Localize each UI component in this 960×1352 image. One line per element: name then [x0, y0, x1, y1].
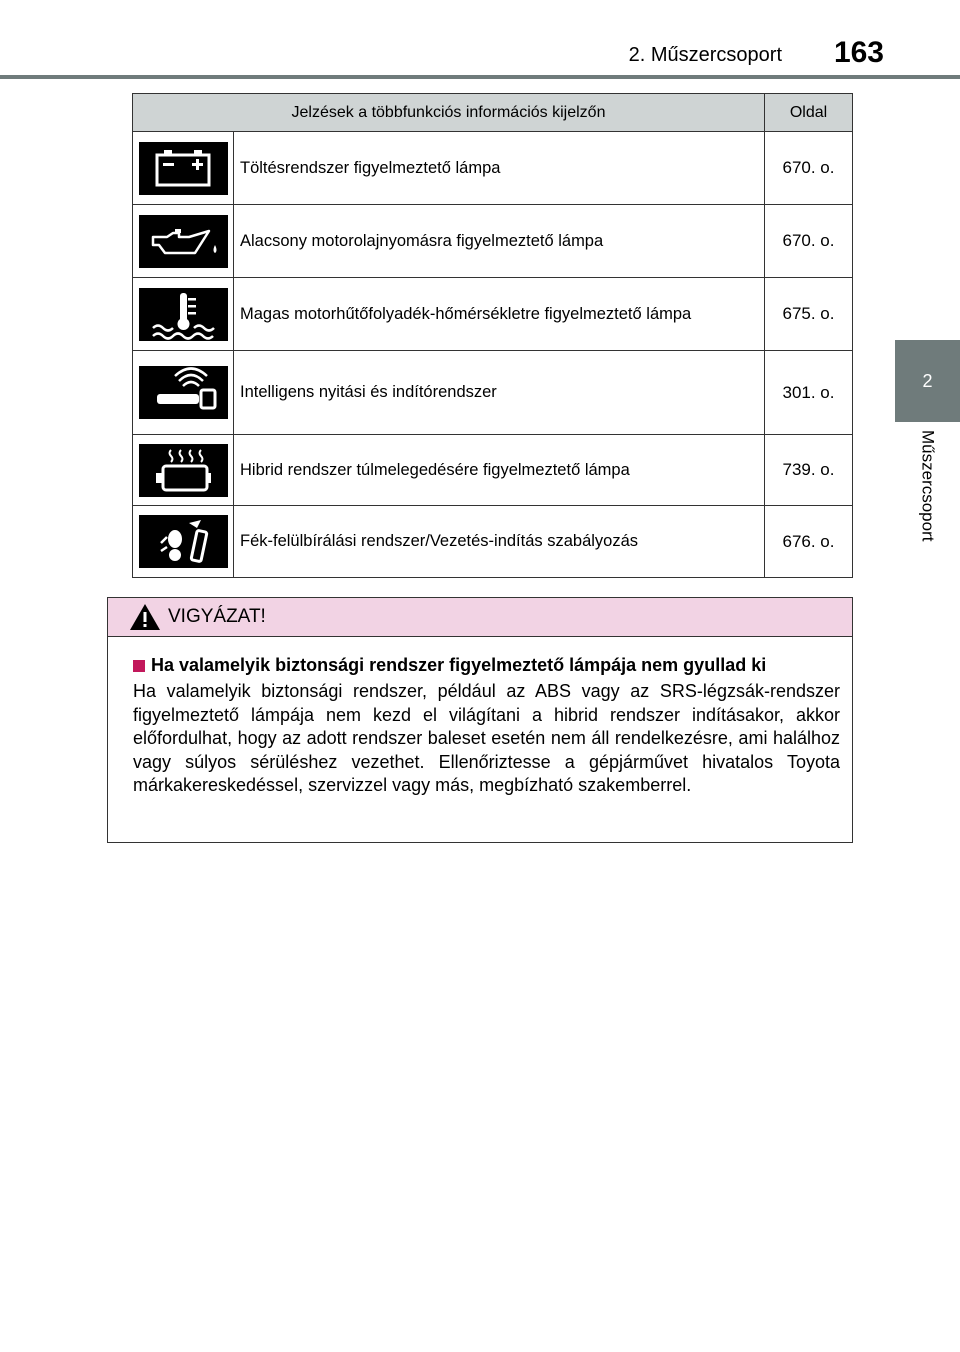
signals-table: [132, 93, 853, 578]
warning-text: Ha valamelyik biztonsági rendszer, például az ABS vagy az SRS-légzsák-rendszer figyelmeztető lámpája nem kezd el világítani a hibrid rendszer indításakor, akkor előfordulhat, hogy az adott rendszer baleset esetén nem áll rendelkezésre, ami halálhoz vagy súlyos sérüléshez vezethet. Ellenőriztesse a gépjárművet hivatalos Toyota márkakereskedéssel, szervizzel vagy más, megbízható szakemberrel.: [133, 681, 840, 795]
row-label: Hibrid rendszer túlmelegedésére figyelmeztető lámpa: [234, 435, 765, 506]
row-label: Magas motorhűtőfolyadék-hőmérsékletre figyelmeztető lámpa: [234, 278, 765, 351]
table-row: [133, 351, 853, 435]
warning-header: [108, 598, 852, 637]
row-label: Alacsony motorolajnyomásra figyelmeztető lámpa: [234, 205, 765, 278]
oil-can-icon: [139, 215, 228, 268]
page-number: 163: [833, 36, 884, 69]
chapter-tab: [895, 340, 960, 422]
bullet-square-icon: [133, 660, 145, 672]
chapter-label-wrap: [895, 430, 960, 590]
row-label: Töltésrendszer figyelmeztető lámpa: [234, 132, 765, 205]
warning-triangle-icon: [128, 602, 162, 632]
warning-subheading: [133, 655, 840, 676]
row-page: 670. o.: [765, 132, 853, 205]
warning-subheading-text: Ha valamelyik biztonsági rendszer figyelmeztető lámpája nem gyullad ki: [151, 655, 767, 675]
row-page: 676. o.: [765, 506, 853, 578]
row-label: Intelligens nyitási és indítórendszer: [234, 351, 765, 435]
chapter-label: Műszercsoport: [918, 430, 938, 542]
warning-title: VIGYÁZAT!: [168, 606, 266, 627]
battery-icon: [139, 142, 228, 195]
column-header-page: Oldal: [765, 94, 853, 132]
row-page: 670. o.: [765, 205, 853, 278]
table-row: [133, 506, 853, 578]
smart-key-icon: [139, 366, 228, 419]
warning-box: [107, 597, 853, 843]
coolant-temperature-icon: [139, 288, 228, 341]
brake-override-icon: [139, 515, 228, 568]
row-label: Fék-felülbírálási rendszer/Vezetés-indítás szabályozás: [234, 506, 765, 578]
header-rule: [0, 75, 960, 79]
table-header-row: [133, 94, 853, 132]
table-row: [133, 435, 853, 506]
section-title: 2. Műszercsoport: [628, 44, 782, 66]
table-row: [133, 278, 853, 351]
column-header-signals: Jelzések a többfunkciós információs kijelzőn: [133, 94, 765, 132]
table-row: [133, 205, 853, 278]
row-page: 675. o.: [765, 278, 853, 351]
warning-body: [108, 637, 852, 798]
chapter-number: 2: [922, 370, 933, 391]
table-row: [133, 132, 853, 205]
row-page: 301. o.: [765, 351, 853, 435]
hybrid-overheat-icon: [139, 444, 228, 497]
row-page: 739. o.: [765, 435, 853, 506]
